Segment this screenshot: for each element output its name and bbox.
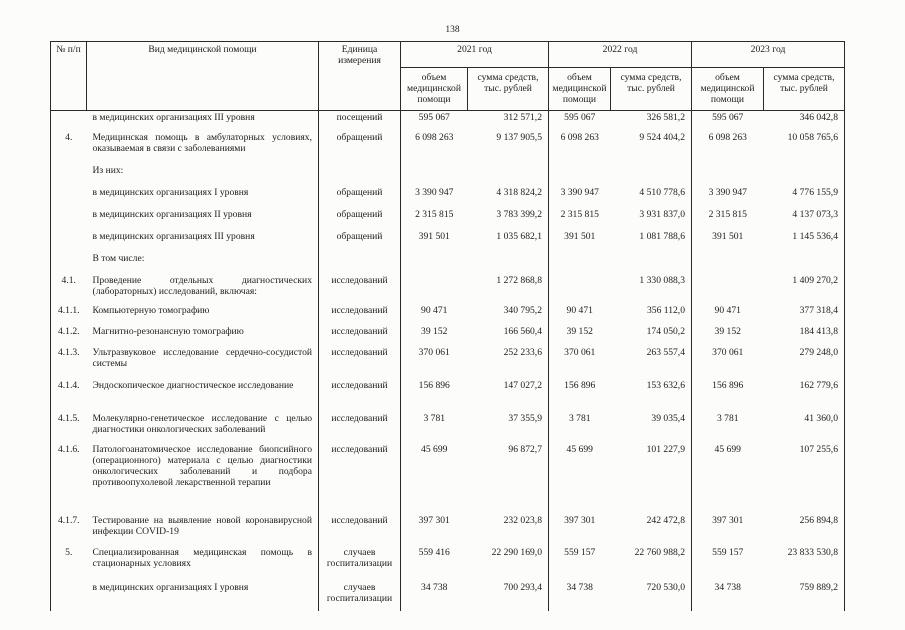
table-body (51, 111, 845, 611)
row-unit: исследований (319, 514, 401, 546)
row-unit: исследований (319, 443, 401, 514)
row-sum-2021: 312 571,2 (468, 111, 549, 131)
header-num: № п/п (51, 42, 87, 111)
row-care-type: в медицинских организациях II уровня (92, 208, 252, 220)
row-sum-2021: 147 027,2 (503, 379, 542, 391)
row-volume-2022: 559 157 (549, 546, 611, 581)
header-unit: Единица измерения (319, 42, 401, 111)
row-volume-2022: 3 390 947 (549, 186, 611, 208)
row-volume-2023: 595 067 (692, 111, 764, 131)
row-number: 4.1.1. (51, 304, 87, 325)
row-sum-2022 (611, 252, 692, 274)
row-volume-2022: 39 152 (549, 325, 611, 346)
row-care-type: Проведение отдельных диагностических (лабораторных) исследований, включая: (92, 274, 312, 297)
header-year-2022: 2022 год (549, 42, 692, 68)
header-year-2021: 2021 год (401, 42, 549, 68)
row-unit: случаев госпитализации (319, 581, 401, 611)
header-year-2023: 2023 год (692, 42, 845, 68)
row-number: 4. (51, 131, 87, 164)
table-row (51, 131, 845, 164)
row-number: 4.1.7. (51, 514, 87, 546)
row-unit (319, 164, 401, 186)
row-volume-2022: 391 501 (549, 230, 611, 252)
header-volume: объем медицинской помощи (401, 68, 468, 111)
row-volume-2022: 156 896 (549, 379, 611, 412)
row-volume-2023: 156 896 (692, 379, 764, 412)
row-number: 4.1.6. (51, 443, 87, 514)
row-sum-2021: 700 293,4 (503, 581, 542, 593)
row-sum-2022: 22 760 988,2 (634, 546, 685, 558)
header-sum: сумма средств, тыс. рублей (468, 68, 549, 111)
row-care-type: в медицинских организациях III уровня (87, 111, 319, 131)
row-unit: исследований (319, 274, 401, 304)
table-row (51, 546, 845, 581)
row-sum-2023: 279 248,0 (764, 346, 845, 379)
row-unit: случаев госпитализации (319, 546, 401, 581)
row-unit: обращений (319, 230, 401, 252)
row-sum-2022: 356 112,0 (646, 304, 685, 316)
row-volume-2023: 45 699 (692, 443, 764, 514)
row-volume-2023: 90 471 (692, 304, 764, 325)
row-sum-2021: 4 318 824,2 (496, 186, 542, 198)
row-number (51, 581, 87, 611)
table-row (51, 581, 845, 611)
row-sum-2022: 1 330 088,3 (639, 274, 685, 286)
row-sum-2021: 340 795,2 (503, 304, 542, 316)
row-sum-2021: 3 783 399,2 (496, 208, 542, 220)
row-sum-2023: 4 776 155,9 (764, 186, 845, 208)
row-care-type: Тестирование на выявление новой коронавирусной инфекции COVID-19 (92, 514, 312, 537)
table-row (51, 379, 845, 412)
row-care-type: Молекулярно-генетическое исследование с целью диагностики онкологических заболеваний (92, 412, 312, 435)
row-sum-2021: 96 872,7 (508, 443, 542, 455)
row-number: 4.1. (51, 274, 87, 304)
row-sum-2023: 4 137 073,3 (764, 208, 845, 230)
row-volume-2021: 34 738 (401, 581, 468, 611)
row-volume-2023: 3 390 947 (692, 186, 764, 208)
row-sum-2023: 41 360,0 (764, 412, 845, 443)
row-unit: исследований (319, 325, 401, 346)
row-sum-2022: 39 035,4 (651, 412, 685, 424)
header-volume: объем медицинской помощи (692, 68, 764, 111)
row-sum-2022: 174 050,2 (646, 325, 685, 337)
row-volume-2023: 6 098 263 (692, 131, 764, 164)
row-sum-2021: 232 023,8 (503, 514, 542, 526)
row-volume-2022 (549, 164, 611, 186)
row-volume-2022: 2 315 815 (549, 208, 611, 230)
row-sum-2022: 9 524 404,2 (639, 131, 685, 143)
row-sum-2023 (764, 252, 845, 274)
row-volume-2023: 370 061 (692, 346, 764, 379)
row-sum-2021: 1 272 868,8 (496, 274, 542, 286)
medical-care-table (50, 41, 845, 611)
row-sum-2022: 3 931 837,0 (639, 208, 685, 220)
row-care-type: Компьютерную томографию (92, 304, 210, 316)
header-volume: объем медицинской помощи (549, 68, 611, 111)
row-volume-2022 (549, 252, 611, 274)
row-sum-2023: 184 413,8 (764, 325, 845, 346)
row-number: 4.1.3. (51, 346, 87, 379)
page-number: 138 (445, 25, 460, 35)
row-care-type: Медицинская помощь в амбулаторных условиях, оказываемая в связи с заболеваниями (92, 131, 312, 154)
row-sum-2023: 10 058 765,6 (764, 131, 845, 164)
table-row (51, 111, 845, 131)
row-care-type: Ультразвуковое исследование сердечно-сосудистой системы (92, 346, 312, 369)
row-volume-2023 (692, 164, 764, 186)
row-care-type: Специализированная медицинская помощь в стационарных условиях (92, 546, 312, 569)
row-sum-2023: 23 833 530,8 (764, 546, 845, 581)
table-row (51, 230, 845, 252)
row-sum-2022: 101 227,9 (646, 443, 685, 455)
row-number: 5. (51, 546, 87, 581)
row-number (51, 164, 87, 186)
header-kind: Вид медицинской помощи (87, 42, 319, 111)
row-volume-2022: 45 699 (549, 443, 611, 514)
row-volume-2021: 90 471 (401, 304, 468, 325)
row-sum-2021: 1 035 682,1 (496, 230, 542, 242)
row-volume-2021: 156 896 (401, 379, 468, 412)
row-care-type: в медицинских организациях I уровня (92, 581, 249, 593)
row-unit: исследований (319, 412, 401, 443)
row-number (51, 208, 87, 230)
row-sum-2022: 4 510 778,6 (639, 186, 685, 198)
row-volume-2021: 45 699 (401, 443, 468, 514)
row-volume-2022: 3 781 (549, 412, 611, 443)
row-volume-2021: 559 416 (401, 546, 468, 581)
row-volume-2023 (692, 252, 764, 274)
row-care-type: Эндоскопическое диагностическое исследование (92, 379, 294, 391)
table-row (51, 252, 845, 274)
row-volume-2023: 2 315 815 (692, 208, 764, 230)
row-volume-2022: 34 738 (549, 581, 611, 611)
row-sum-2022: 263 557,4 (646, 346, 685, 358)
row-unit: обращений (319, 208, 401, 230)
row-volume-2021: 595 067 (401, 111, 468, 131)
row-volume-2021: 2 315 815 (401, 208, 468, 230)
row-number: 4.1.4. (51, 379, 87, 412)
row-number (51, 252, 87, 274)
row-unit: исследований (319, 346, 401, 379)
row-sum-2023: 162 779,6 (764, 379, 845, 412)
row-volume-2021: 370 061 (401, 346, 468, 379)
row-sum-2021 (468, 252, 549, 274)
table-row (51, 304, 845, 325)
row-volume-2021 (401, 164, 468, 186)
row-sum-2021: 22 290 169,0 (491, 546, 542, 558)
row-sum-2023: 256 894,8 (764, 514, 845, 546)
row-sum-2021 (468, 164, 549, 186)
row-volume-2021: 391 501 (401, 230, 468, 252)
row-sum-2022: 242 472,8 (646, 514, 685, 526)
row-care-type: Из них: (92, 164, 124, 176)
table-row (51, 208, 845, 230)
row-volume-2023 (692, 274, 764, 304)
table-row (51, 346, 845, 379)
row-volume-2021: 6 098 263 (401, 131, 468, 164)
row-volume-2022: 595 067 (549, 111, 611, 131)
row-care-type: Магнитно-резонансную томографию (92, 325, 244, 337)
row-sum-2022: 153 632,6 (646, 379, 685, 391)
row-sum-2022: 326 581,2 (611, 111, 692, 131)
table-row (51, 164, 845, 186)
row-volume-2022 (549, 274, 611, 304)
table-row (51, 443, 845, 514)
table-row (51, 412, 845, 443)
row-sum-2023: 759 889,2 (764, 581, 845, 611)
row-care-type: В том числе: (92, 252, 145, 264)
row-sum-2021: 37 355,9 (508, 412, 542, 424)
row-sum-2021: 9 137 905,5 (496, 131, 542, 143)
row-sum-2023: 107 255,6 (764, 443, 845, 514)
row-volume-2022: 6 098 263 (549, 131, 611, 164)
table-row (51, 325, 845, 346)
row-sum-2023: 1 409 270,2 (764, 274, 845, 304)
row-volume-2023: 34 738 (692, 581, 764, 611)
row-number (51, 186, 87, 208)
row-volume-2023: 39 152 (692, 325, 764, 346)
row-volume-2021 (401, 274, 468, 304)
row-care-type: в медицинских организациях III уровня (92, 230, 255, 242)
row-number (51, 230, 87, 252)
row-volume-2021: 39 152 (401, 325, 468, 346)
row-volume-2021 (401, 252, 468, 274)
row-number: 4.1.2. (51, 325, 87, 346)
row-volume-2021: 3 781 (401, 412, 468, 443)
row-volume-2023: 397 301 (692, 514, 764, 546)
row-sum-2023: 346 042,8 (764, 111, 845, 131)
row-sum-2022 (611, 164, 692, 186)
row-volume-2023: 3 781 (692, 412, 764, 443)
row-volume-2021: 397 301 (401, 514, 468, 546)
header-sum: сумма средств, тыс. рублей (611, 68, 692, 111)
row-sum-2023 (764, 164, 845, 186)
table-row (51, 514, 845, 546)
row-number: 4.1.5. (51, 412, 87, 443)
row-unit: исследований (319, 304, 401, 325)
row-sum-2021: 166 560,4 (503, 325, 542, 337)
row-unit: посещений (319, 111, 401, 131)
row-sum-2023: 377 318,4 (764, 304, 845, 325)
header-sum: сумма средств, тыс. рублей (764, 68, 845, 111)
row-volume-2022: 397 301 (549, 514, 611, 546)
row-volume-2022: 90 471 (549, 304, 611, 325)
row-sum-2022: 720 530,0 (646, 581, 685, 593)
table-row (51, 274, 845, 304)
row-volume-2021: 3 390 947 (401, 186, 468, 208)
row-sum-2022: 1 081 788,6 (639, 230, 685, 242)
row-unit: обращений (319, 186, 401, 208)
row-unit (319, 252, 401, 274)
row-volume-2023: 391 501 (692, 230, 764, 252)
row-unit: исследований (319, 379, 401, 412)
row-volume-2023: 559 157 (692, 546, 764, 581)
table-row (51, 186, 845, 208)
row-number (51, 111, 87, 131)
row-volume-2022: 370 061 (549, 346, 611, 379)
row-unit: обращений (319, 131, 401, 164)
row-sum-2021: 252 233,6 (503, 346, 542, 358)
row-care-type: в медицинских организациях I уровня (92, 186, 249, 198)
row-sum-2023: 1 145 536,4 (764, 230, 845, 252)
row-care-type: Патологоанатомическое исследование биопсийного (операционного) материала с целью диагностики онкологических заболеваний и подбора противоопухолевой лекарственной терапии (92, 443, 312, 488)
